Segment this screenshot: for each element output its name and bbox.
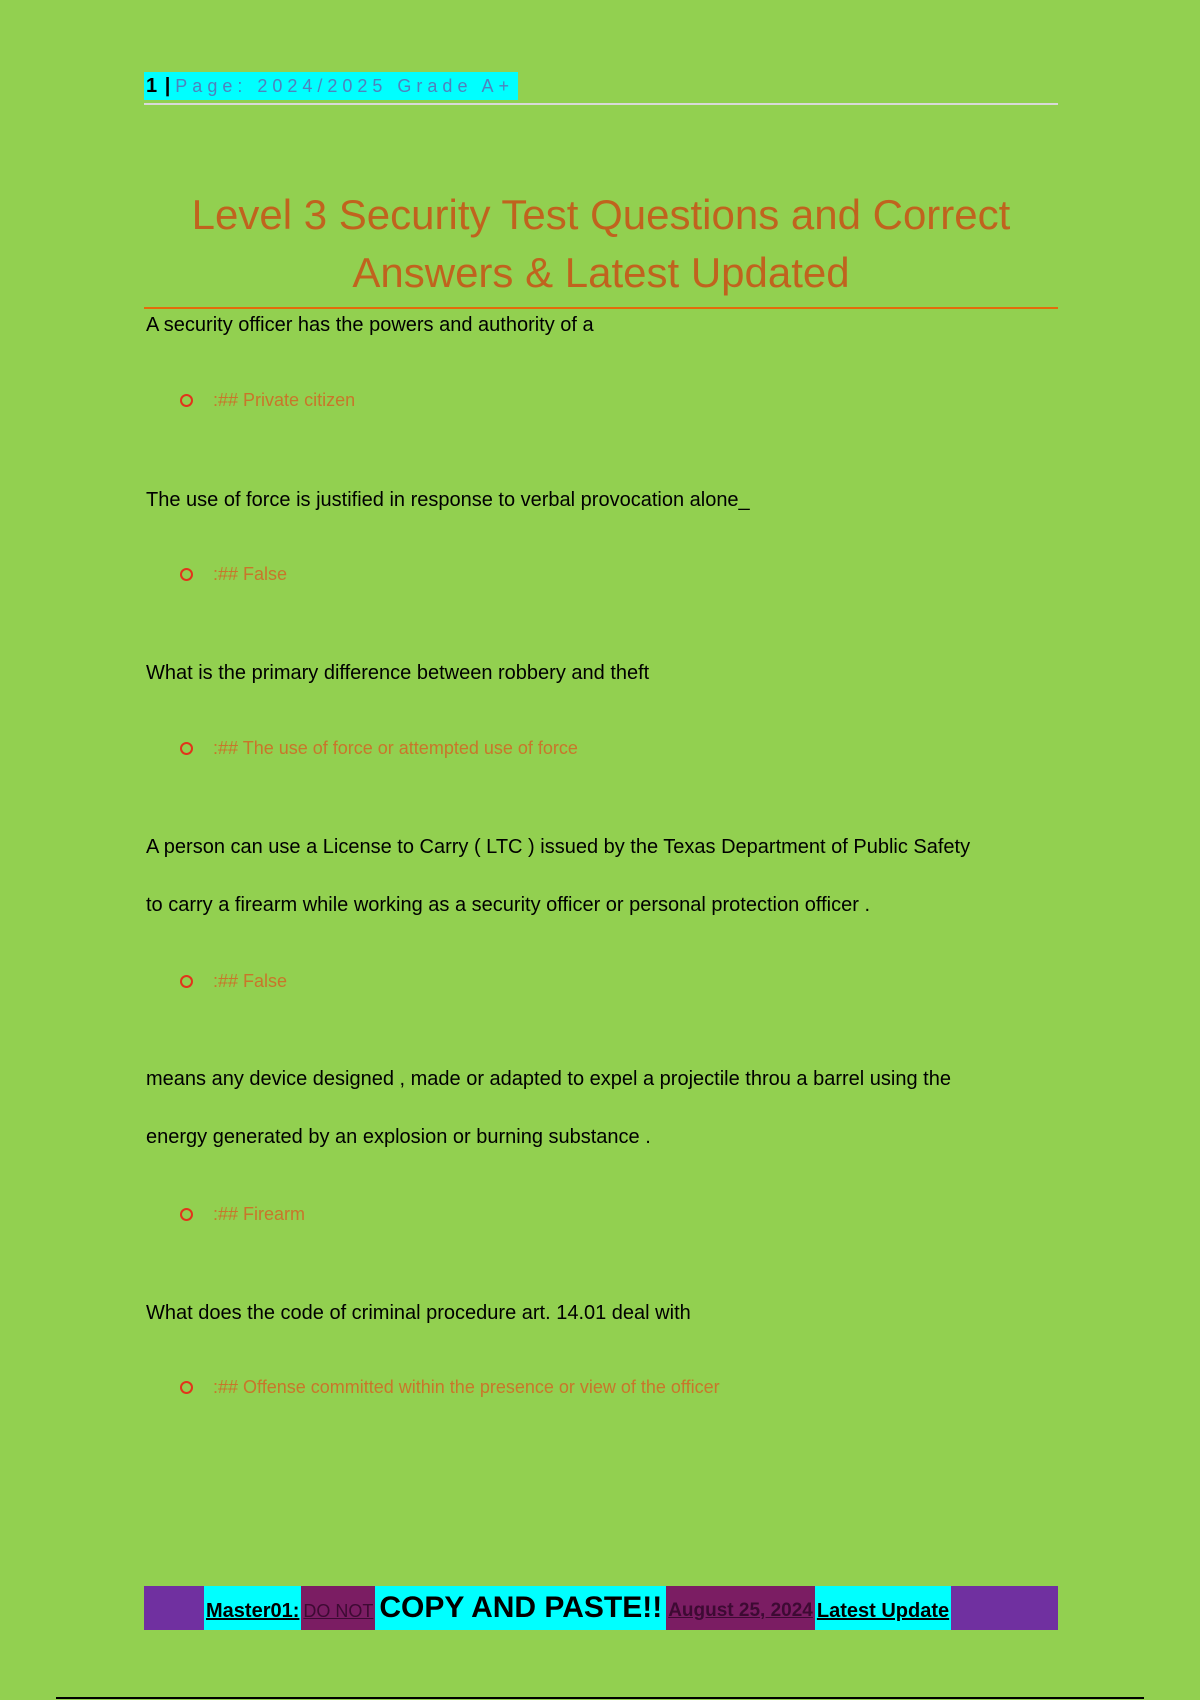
footer-left-block [144, 1586, 204, 1630]
circle-bullet-icon [180, 394, 193, 407]
title-line-2: Answers & Latest Updated [352, 249, 850, 296]
circle-bullet-icon [180, 1381, 193, 1394]
answer-text: :## False [213, 970, 288, 991]
answer-1 [180, 387, 355, 413]
circle-bullet-icon [180, 1208, 193, 1221]
question-line: The use of force is justified in response to verbal provocation alone_ [146, 489, 750, 511]
circle-bullet-icon [180, 975, 193, 988]
question-3 [146, 644, 1058, 702]
circle-bullet-icon [180, 742, 193, 755]
question-line: energy generated by an explosion or burning substance . [146, 1126, 651, 1148]
question-6 [146, 1284, 1058, 1342]
page-number: 1 | [146, 74, 172, 97]
footer-date: August 25, 2024 [666, 1586, 815, 1630]
question-5 [146, 1050, 1058, 1166]
question-line: A security officer has the powers and authority of a [146, 314, 594, 336]
footer-right-block [951, 1586, 1058, 1630]
bottom-divider [56, 1697, 1144, 1699]
question-2 [146, 471, 1058, 529]
footer-copy-paste: COPY AND PASTE!! [375, 1586, 666, 1630]
answer-6 [180, 1374, 720, 1400]
answer-text: :## False [213, 563, 288, 584]
question-line: What does the code of criminal procedure art. 14.01 deal with [146, 1302, 691, 1324]
document-title [144, 186, 1058, 302]
footer-do-not: DO NOT [301, 1586, 375, 1630]
answer-4 [180, 968, 287, 994]
question-line: means any device designed , made or adapted to expel a projectile throu a barrel using the [146, 1068, 951, 1090]
footer-latest-update: Latest Update [815, 1586, 951, 1630]
page-header [144, 72, 518, 100]
header-divider [144, 103, 1058, 105]
footer-banner [144, 1586, 1058, 1630]
answer-2 [180, 561, 287, 587]
title-line-1: Level 3 Security Test Questions and Correct [191, 191, 1011, 238]
question-1 [146, 296, 1058, 354]
answer-3 [180, 735, 578, 761]
answer-text: :## Private citizen [213, 389, 356, 410]
answer-text: :## The use of force or attempted use of force [213, 737, 578, 758]
circle-bullet-icon [180, 568, 193, 581]
question-4 [146, 818, 1058, 934]
question-line: What is the primary difference between robbery and theft [146, 662, 650, 684]
footer-master-label: Master01: [204, 1586, 301, 1630]
page-header-text: Page: 2024/2025 Grade A+ [175, 75, 514, 96]
answer-5 [180, 1201, 305, 1227]
question-line: to carry a firearm while working as a security officer or personal protection officer . [146, 894, 871, 916]
answer-text: :## Offense committed within the presence or view of the officer [213, 1376, 720, 1397]
question-line: A person can use a License to Carry ( LTC ) issued by the Texas Department of Public Safety [146, 836, 971, 858]
answer-text: :## Firearm [213, 1203, 306, 1224]
